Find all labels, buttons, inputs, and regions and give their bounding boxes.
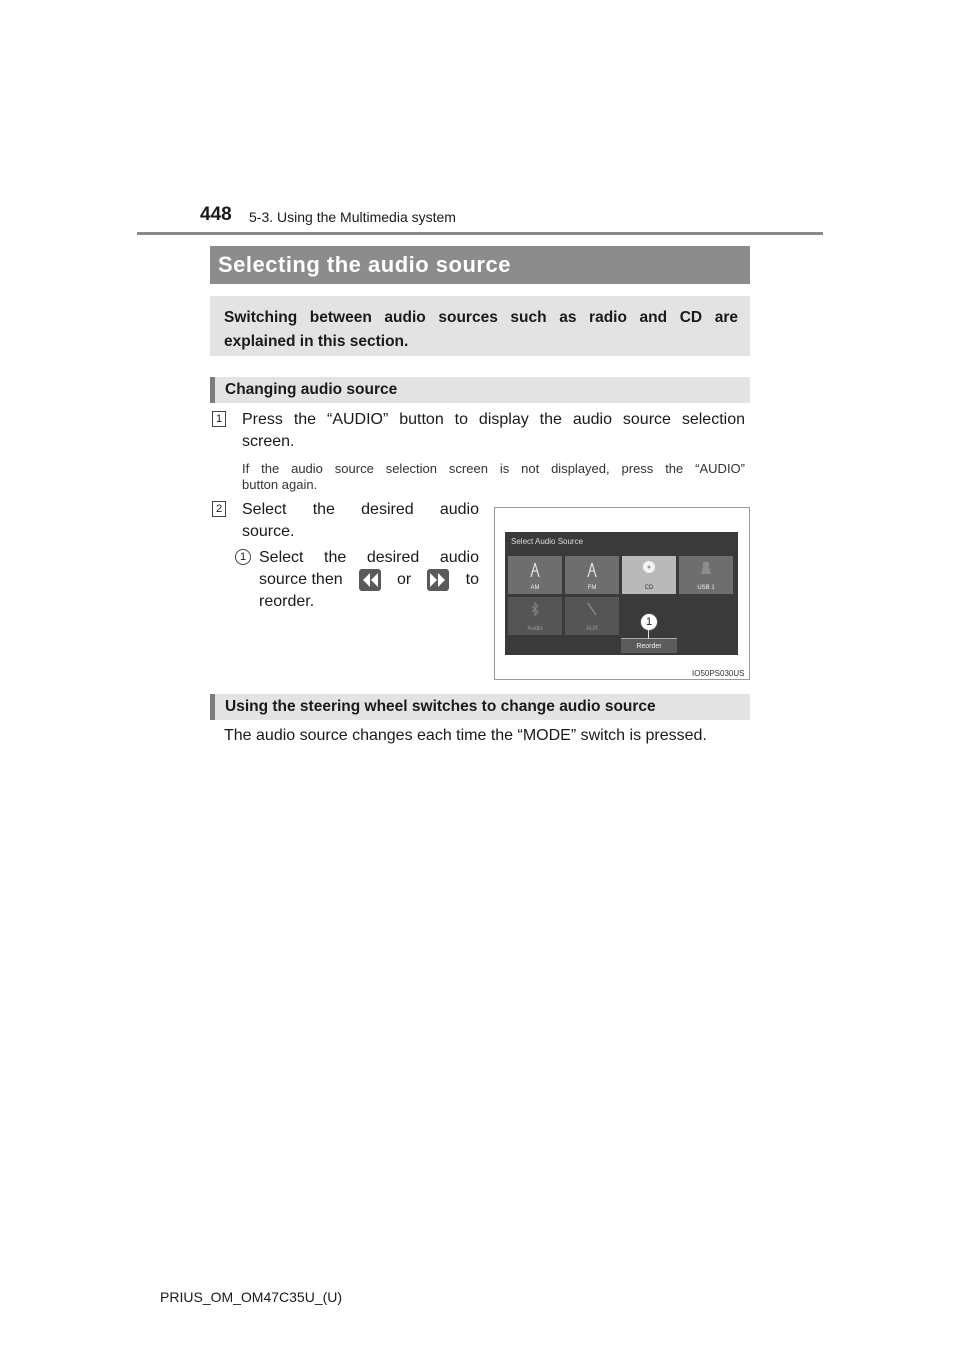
- sub-item-number-1: 1: [235, 549, 251, 565]
- step1-note-line2: button again.: [242, 477, 318, 492]
- step2-line1: Select the desired audio: [242, 501, 479, 518]
- changing-audio-source-heading: [210, 377, 750, 403]
- tile-usb: [679, 556, 733, 594]
- tile-label: FM: [587, 585, 597, 591]
- step1-note-line1: If the audio source selection screen is not displayed, press the “AUDIO”: [242, 461, 745, 476]
- screen-title: Select Audio Source: [511, 537, 584, 546]
- sub-item-line2: [259, 569, 479, 591]
- intro-text: Switching between audio sources such as radio and CD are explained in this section.: [224, 309, 738, 350]
- step-number-1: 1: [212, 411, 226, 427]
- header-rule: [137, 232, 823, 235]
- reorder-button[interactable]: Reorder: [621, 638, 677, 653]
- sub-item-line2-or: or: [397, 571, 412, 588]
- step-number-2: 2: [212, 501, 226, 517]
- tile-aux: [565, 597, 619, 635]
- sub-item-line3: reorder.: [259, 593, 315, 610]
- page-number: 448: [200, 204, 232, 225]
- page-title: Selecting the audio source: [218, 252, 511, 277]
- antenna-icon: [587, 562, 597, 578]
- document-id: PRIUS_OM_OM47C35U_(U): [160, 1289, 343, 1305]
- aux-cable-icon: [586, 602, 598, 616]
- tile-bluetooth-audio: [508, 597, 562, 635]
- callout-leader: [648, 630, 649, 639]
- section-label: 5-3. Using the Multimedia system: [249, 209, 456, 225]
- double-chevron-right-icon: [427, 569, 449, 591]
- antenna-icon: [530, 562, 540, 578]
- tile-fm: [565, 556, 619, 594]
- tile-label: AM: [530, 585, 540, 591]
- disc-icon: [642, 560, 656, 574]
- tile-label: CD: [644, 585, 654, 591]
- steering-heading-text: Using the steering wheel switches to change audio source: [225, 698, 656, 715]
- step2-line2: source.: [242, 523, 295, 540]
- bluetooth-icon: [531, 602, 539, 616]
- tile-label: AUX: [585, 626, 599, 632]
- tile-am: [508, 556, 562, 594]
- sub-item-line2-to: to: [465, 571, 479, 588]
- steering-text: The audio source changes each time the “MODE” switch is pressed.: [224, 727, 707, 744]
- intro-box: [210, 296, 750, 356]
- page-title-bar: [210, 246, 750, 284]
- sub-item-line2-a: source then: [259, 571, 343, 588]
- double-chevron-left-icon: [359, 569, 381, 591]
- figure-code: IO50PS030US: [692, 669, 745, 678]
- figure-callout-1: 1: [640, 613, 658, 631]
- sub-item-line1: Select the desired audio: [259, 549, 479, 566]
- step1-line1: Press the “AUDIO” button to display the audio source selection: [242, 411, 745, 428]
- step1-line2: screen.: [242, 433, 295, 450]
- changing-heading-text: Changing audio source: [225, 381, 398, 398]
- tile-cd: [622, 556, 676, 594]
- steering-wheel-heading: [210, 694, 750, 720]
- usb-icon: [700, 561, 712, 575]
- tile-label: USB 1: [697, 585, 715, 591]
- tile-label: Audio: [527, 626, 543, 632]
